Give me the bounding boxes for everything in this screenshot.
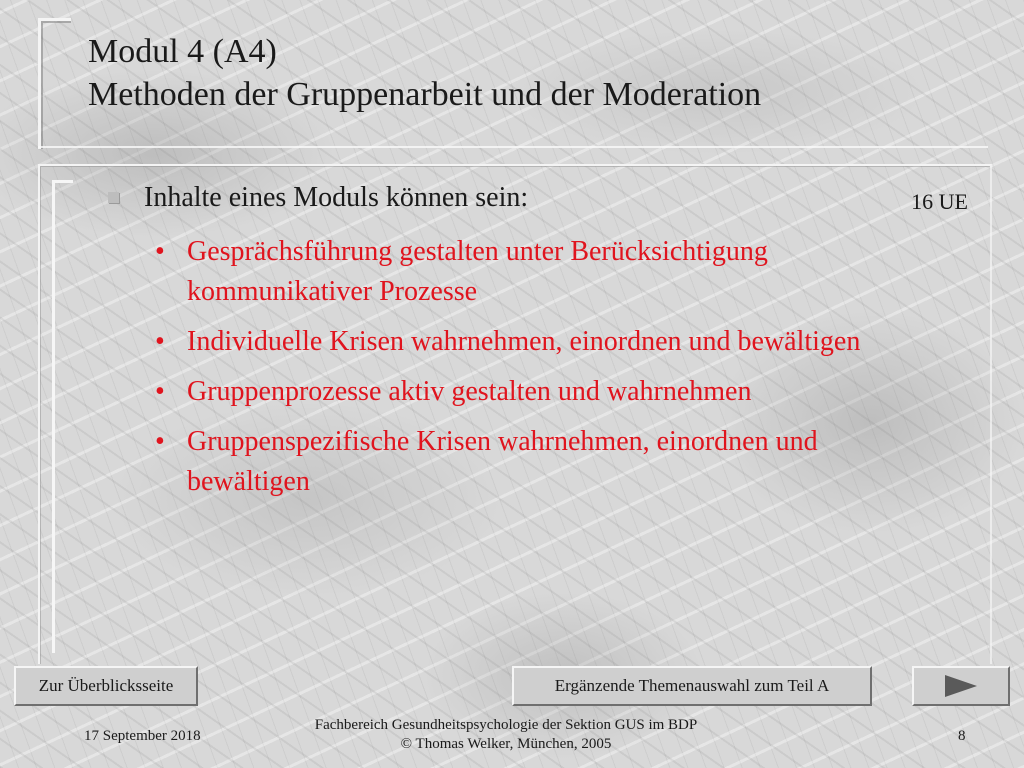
- footer-credits: [286, 716, 726, 754]
- duration-label: 16 UE: [911, 189, 968, 214]
- square-bullet-icon: [108, 192, 119, 203]
- footer-line-1: Fachbereich Gesundheitspsychologie der Sektion GUS im BDP: [314, 717, 698, 733]
- list-item-text: Gruppenspezifische Krisen wahrnehmen, einordnen und bewältigen: [187, 426, 818, 497]
- play-right-icon: [941, 673, 981, 699]
- list-item: [155, 372, 915, 412]
- title-line-1: Modul 4 (A4): [88, 33, 277, 70]
- list-item: [155, 232, 915, 312]
- list-item: [155, 322, 915, 362]
- main-point-text: Inhalte eines Moduls können sein:: [144, 182, 529, 213]
- next-slide-button[interactable]: [912, 666, 1010, 706]
- list-item-text: Gruppenprozesse aktiv gestalten und wahrnehmen: [187, 376, 752, 407]
- bullet-dot-icon: •: [155, 426, 165, 457]
- bullet-dot-icon: •: [155, 326, 165, 357]
- themes-button[interactable]: Ergänzende Themenauswahl zum Teil A: [512, 666, 872, 706]
- bullet-dot-icon: •: [155, 236, 165, 267]
- bullet-dot-icon: •: [155, 376, 165, 407]
- slide-title: [88, 30, 761, 116]
- title-line-2: Methoden der Gruppenarbeit und der Moderation: [88, 76, 762, 113]
- title-frame-decoration: [38, 18, 71, 149]
- footer-line-2: © Thomas Welker, München, 2005: [400, 736, 612, 752]
- page-number: 8: [958, 728, 966, 744]
- overview-button[interactable]: Zur Überblicksseite: [14, 666, 198, 706]
- content-list: [155, 232, 915, 512]
- body-corner-decoration: [52, 180, 73, 653]
- footer-date: 17 September 2018: [84, 728, 201, 744]
- list-item-text: Individuelle Krisen wahrnehmen, einordnen und bewältigen: [187, 326, 861, 357]
- title-divider: [38, 146, 988, 148]
- list-item-text: Gesprächsführung gestalten unter Berücksichtigung kommunikativer Prozesse: [187, 236, 768, 307]
- list-item: [155, 422, 915, 502]
